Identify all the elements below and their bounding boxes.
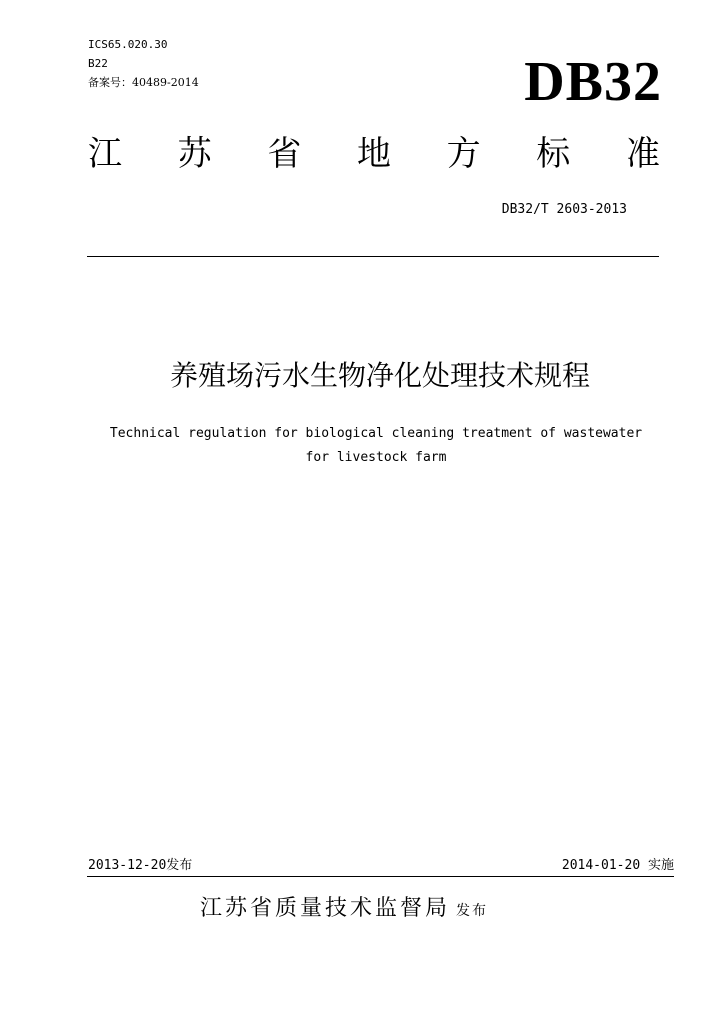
record-value: 40489-2014 <box>132 76 199 89</box>
standard-number: DB32/T 2603-2013 <box>501 202 627 217</box>
footer-divider <box>87 876 674 877</box>
standard-type-char: 准 <box>625 134 660 174</box>
standard-type-char: 标 <box>536 134 571 174</box>
ics-code: ICS65.020.30 <box>88 38 168 51</box>
implementation-date <box>562 858 674 874</box>
record-number <box>88 76 199 90</box>
document-title-chinese: 养殖场污水生物净化处理技术规程 <box>169 359 590 392</box>
standard-logo: DB32 <box>524 51 662 113</box>
english-title-line-2: for livestock farm <box>305 450 447 465</box>
ccs-code: B22 <box>88 57 108 70</box>
standard-type-char: 省 <box>267 134 302 174</box>
implementation-date-value: 2014-01-20 <box>561 858 641 873</box>
standard-type-char: 地 <box>356 134 391 174</box>
record-label: 备案号： <box>88 76 132 89</box>
standard-type-heading <box>88 134 660 174</box>
header-divider <box>87 256 659 257</box>
standard-type-char: 江 <box>88 134 122 174</box>
issue-date <box>88 858 192 874</box>
issuer-organization: 江苏省质量技术监督局 <box>200 896 451 921</box>
issuer-action: 发布 <box>456 903 489 919</box>
issuing-authority <box>200 894 488 924</box>
implementation-date-label: 实施 <box>647 858 674 873</box>
standard-type-char: 方 <box>446 134 481 174</box>
issue-date-value: 2013-12-20 <box>88 858 167 873</box>
issue-date-label: 发布 <box>166 858 193 873</box>
document-title-english <box>0 422 724 470</box>
standard-type-char: 苏 <box>177 134 212 174</box>
english-title-line-1: Technical regulation for biological cleaning treatment of wastewater <box>109 426 643 441</box>
